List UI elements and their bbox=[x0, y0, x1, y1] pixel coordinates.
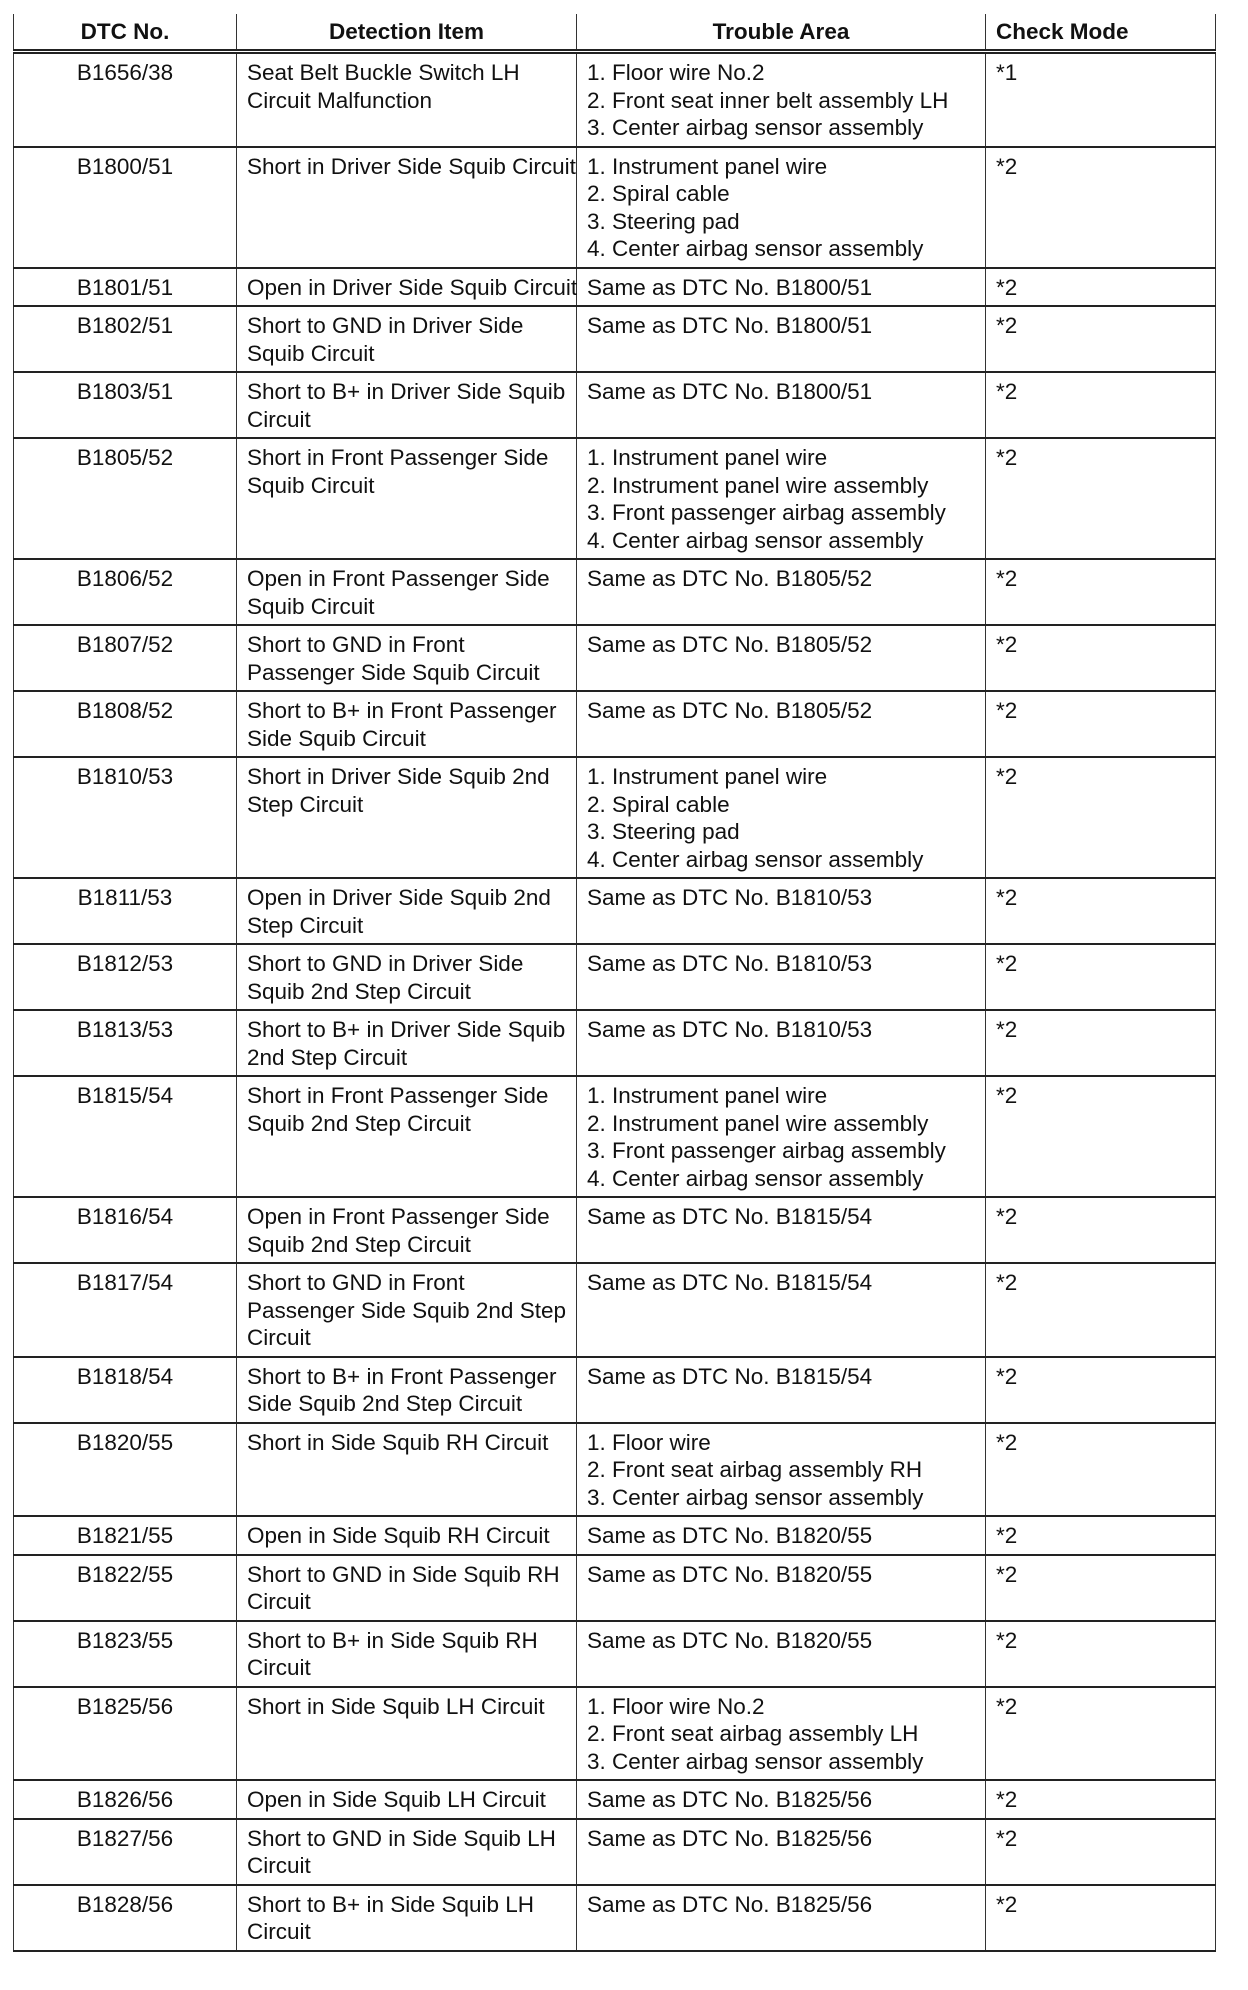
table-row bbox=[14, 1423, 1216, 1517]
trouble-area-line: 4. Center airbag sensor assembly bbox=[587, 846, 924, 872]
trouble-area-cell bbox=[577, 1780, 986, 1819]
detection-item-line: Open in Front Passenger Side bbox=[247, 1204, 550, 1229]
trouble-area-cell bbox=[577, 438, 986, 559]
detection-item-line: Short in Front Passenger Side bbox=[247, 1083, 549, 1108]
detection-item-cell bbox=[237, 625, 577, 691]
trouble-area-line: 1. Floor wire No.2 bbox=[587, 60, 765, 85]
dtc-number-cell: B1801/51 bbox=[14, 268, 237, 307]
check-mode-cell: *2 bbox=[986, 147, 1216, 268]
table-row bbox=[14, 52, 1216, 147]
trouble-area-line: Same as DTC No. B1810/53 bbox=[587, 885, 873, 910]
detection-item-line: Open in Front Passenger Side bbox=[247, 566, 550, 591]
trouble-area-cell bbox=[577, 944, 986, 1010]
dtc-number-cell: B1811/53 bbox=[14, 878, 237, 944]
trouble-area-line: Same as DTC No. B1805/52 bbox=[587, 566, 873, 591]
table-row bbox=[14, 1010, 1216, 1076]
detection-item-cell bbox=[237, 1555, 577, 1621]
trouble-area-cell bbox=[577, 625, 986, 691]
header-check-mode: Check Mode bbox=[986, 14, 1216, 52]
dtc-number-cell: B1802/51 bbox=[14, 306, 237, 372]
detection-item-cell bbox=[237, 1076, 577, 1197]
detection-item-line: Short to GND in Driver Side bbox=[247, 951, 524, 976]
header-trouble-area: Trouble Area bbox=[577, 14, 986, 52]
detection-item-line: Short to GND in Side Squib LH bbox=[247, 1825, 556, 1851]
detection-item-line: Short to GND in Side Squib RH bbox=[247, 1561, 560, 1587]
trouble-area-line: 2. Front seat inner belt assembly LH bbox=[587, 87, 949, 113]
detection-item-line: Short to B+ in Driver Side Squib bbox=[247, 1017, 566, 1042]
detection-item-cell bbox=[237, 1423, 577, 1517]
dtc-number-cell: B1816/54 bbox=[14, 1197, 237, 1263]
check-mode-cell: *2 bbox=[986, 1780, 1216, 1819]
detection-item-line: Short to B+ in Side Squib RH bbox=[247, 1627, 538, 1653]
trouble-area-line: Same as DTC No. B1800/51 bbox=[587, 379, 873, 404]
detection-item-line: 2nd Step Circuit bbox=[247, 1044, 408, 1070]
trouble-area-line: Same as DTC No. B1810/53 bbox=[587, 1017, 873, 1042]
dtc-number-cell: B1656/38 bbox=[14, 52, 237, 147]
detection-item-cell bbox=[237, 1885, 577, 1951]
dtc-number-cell: B1817/54 bbox=[14, 1263, 237, 1357]
trouble-area-line: 1. Instrument panel wire bbox=[587, 764, 828, 789]
check-mode-cell: *2 bbox=[986, 625, 1216, 691]
detection-item-cell bbox=[237, 1780, 577, 1819]
table-row bbox=[14, 306, 1216, 372]
detection-item-line: Short to B+ in Front Passenger bbox=[247, 1363, 557, 1389]
detection-item-line: Short in Side Squib LH Circuit bbox=[247, 1693, 545, 1719]
table-row bbox=[14, 147, 1216, 268]
detection-item-cell bbox=[237, 691, 577, 757]
table-row bbox=[14, 944, 1216, 1010]
check-mode-cell: *2 bbox=[986, 1010, 1216, 1076]
detection-item-cell bbox=[237, 1197, 577, 1263]
detection-item-line: Passenger Side Squib Circuit bbox=[247, 659, 540, 685]
dtc-number-cell: B1826/56 bbox=[14, 1780, 237, 1819]
trouble-area-cell bbox=[577, 1516, 986, 1555]
trouble-area-cell bbox=[577, 52, 986, 147]
detection-item-cell bbox=[237, 1263, 577, 1357]
detection-item-line: Seat Belt Buckle Switch LH bbox=[247, 60, 520, 85]
trouble-area-cell bbox=[577, 757, 986, 878]
table-row bbox=[14, 1197, 1216, 1263]
trouble-area-cell bbox=[577, 268, 986, 307]
table-row bbox=[14, 625, 1216, 691]
trouble-area-line: 2. Instrument panel wire assembly bbox=[587, 472, 929, 498]
trouble-area-line: 4. Center airbag sensor assembly bbox=[587, 236, 924, 261]
table-row bbox=[14, 1621, 1216, 1687]
check-mode-cell: *2 bbox=[986, 1885, 1216, 1951]
trouble-area-line: 3. Front passenger airbag assembly bbox=[587, 1138, 946, 1163]
trouble-area-line: Same as DTC No. B1805/52 bbox=[587, 632, 873, 657]
table-row bbox=[14, 878, 1216, 944]
detection-item-cell bbox=[237, 944, 577, 1010]
dtc-number-cell: B1807/52 bbox=[14, 625, 237, 691]
trouble-area-cell bbox=[577, 1819, 986, 1885]
trouble-area-line: Same as DTC No. B1800/51 bbox=[587, 274, 873, 300]
detection-item-cell bbox=[237, 878, 577, 944]
check-mode-cell: *2 bbox=[986, 944, 1216, 1010]
detection-item-line: Circuit bbox=[247, 1589, 311, 1614]
detection-item-line: Short in Driver Side Squib 2nd bbox=[247, 764, 550, 789]
trouble-area-line: 3. Center airbag sensor assembly bbox=[587, 1484, 924, 1510]
check-mode-cell: *2 bbox=[986, 757, 1216, 878]
trouble-area-line: 2. Spiral cable bbox=[587, 791, 730, 817]
trouble-area-cell bbox=[577, 1263, 986, 1357]
dtc-number-cell: B1821/55 bbox=[14, 1516, 237, 1555]
trouble-area-line: Same as DTC No. B1805/52 bbox=[587, 698, 873, 723]
table-row bbox=[14, 1263, 1216, 1357]
header-detection-item: Detection Item bbox=[237, 14, 577, 52]
trouble-area-cell bbox=[577, 691, 986, 757]
table-row bbox=[14, 559, 1216, 625]
detection-item-cell bbox=[237, 1010, 577, 1076]
detection-item-line: Circuit bbox=[247, 1919, 311, 1944]
detection-item-line: Side Squib Circuit bbox=[247, 725, 426, 751]
detection-item-line: Circuit bbox=[247, 406, 311, 432]
detection-item-line: Short to GND in Front bbox=[247, 1270, 465, 1295]
trouble-area-cell bbox=[577, 1885, 986, 1951]
trouble-area-line: 2. Front seat airbag assembly RH bbox=[587, 1457, 923, 1482]
detection-item-line: Short to GND in Front bbox=[247, 632, 465, 657]
trouble-area-line: 1. Instrument panel wire bbox=[587, 1083, 828, 1108]
detection-item-line: Squib Circuit bbox=[247, 340, 375, 366]
trouble-area-cell bbox=[577, 559, 986, 625]
detection-item-line: Circuit bbox=[247, 1853, 311, 1878]
check-mode-cell: *2 bbox=[986, 1687, 1216, 1781]
trouble-area-cell bbox=[577, 1010, 986, 1076]
dtc-number-cell: B1820/55 bbox=[14, 1423, 237, 1517]
trouble-area-cell bbox=[577, 147, 986, 268]
trouble-area-line: 2. Spiral cable bbox=[587, 181, 730, 206]
detection-item-line: Open in Side Squib RH Circuit bbox=[247, 1523, 550, 1548]
table-row bbox=[14, 372, 1216, 438]
detection-item-cell bbox=[237, 559, 577, 625]
table-row bbox=[14, 438, 1216, 559]
table-row bbox=[14, 1516, 1216, 1555]
detection-item-line: Circuit bbox=[247, 1655, 311, 1680]
detection-item-line: Squib 2nd Step Circuit bbox=[247, 1231, 471, 1257]
table-row bbox=[14, 1819, 1216, 1885]
check-mode-cell: *2 bbox=[986, 438, 1216, 559]
detection-item-line: Step Circuit bbox=[247, 791, 364, 817]
detection-item-cell bbox=[237, 757, 577, 878]
trouble-area-line: Same as DTC No. B1825/56 bbox=[587, 1891, 873, 1917]
detection-item-cell bbox=[237, 268, 577, 307]
trouble-area-line: Same as DTC No. B1825/56 bbox=[587, 1787, 873, 1812]
dtc-number-cell: B1818/54 bbox=[14, 1357, 237, 1423]
check-mode-cell: *1 bbox=[986, 52, 1216, 147]
check-mode-cell: *2 bbox=[986, 372, 1216, 438]
detection-item-cell bbox=[237, 147, 577, 268]
detection-item-line: Step Circuit bbox=[247, 912, 364, 938]
trouble-area-line: 3. Steering pad bbox=[587, 208, 740, 234]
detection-item-line: Short to B+ in Front Passenger bbox=[247, 698, 557, 723]
check-mode-cell: *2 bbox=[986, 559, 1216, 625]
detection-item-line: Passenger Side Squib 2nd Step bbox=[247, 1297, 566, 1323]
dtc-number-cell: B1822/55 bbox=[14, 1555, 237, 1621]
detection-item-line: Short in Driver Side Squib Circuit bbox=[247, 153, 576, 179]
detection-item-line: Squib Circuit bbox=[247, 593, 375, 619]
trouble-area-line: 2. Front seat airbag assembly LH bbox=[587, 1721, 919, 1746]
trouble-area-cell bbox=[577, 1357, 986, 1423]
detection-item-cell bbox=[237, 52, 577, 147]
check-mode-cell: *2 bbox=[986, 306, 1216, 372]
check-mode-cell: *2 bbox=[986, 1076, 1216, 1197]
detection-item-line: Squib 2nd Step Circuit bbox=[247, 1110, 471, 1136]
trouble-area-line: Same as DTC No. B1815/54 bbox=[587, 1204, 873, 1229]
trouble-area-line: Same as DTC No. B1820/55 bbox=[587, 1523, 873, 1548]
detection-item-line: Open in Driver Side Squib Circuit bbox=[247, 274, 578, 300]
trouble-area-line: 1. Floor wire bbox=[587, 1429, 711, 1455]
detection-item-line: Circuit bbox=[247, 1325, 311, 1350]
detection-item-line: Short in Side Squib RH Circuit bbox=[247, 1429, 549, 1455]
dtc-number-cell: B1813/53 bbox=[14, 1010, 237, 1076]
table-row bbox=[14, 1357, 1216, 1423]
table-row bbox=[14, 1885, 1216, 1951]
check-mode-cell: *2 bbox=[986, 691, 1216, 757]
check-mode-cell: *2 bbox=[986, 1263, 1216, 1357]
check-mode-cell: *2 bbox=[986, 1555, 1216, 1621]
detection-item-cell bbox=[237, 1357, 577, 1423]
table-row bbox=[14, 268, 1216, 307]
trouble-area-line: 4. Center airbag sensor assembly bbox=[587, 1165, 924, 1191]
table-row bbox=[14, 1555, 1216, 1621]
trouble-area-line: 1. Floor wire No.2 bbox=[587, 1693, 765, 1719]
dtc-number-cell: B1810/53 bbox=[14, 757, 237, 878]
table-row bbox=[14, 757, 1216, 878]
dtc-number-cell: B1805/52 bbox=[14, 438, 237, 559]
detection-item-cell bbox=[237, 1687, 577, 1781]
check-mode-cell: *2 bbox=[986, 1819, 1216, 1885]
detection-item-line: Open in Driver Side Squib 2nd bbox=[247, 885, 551, 910]
detection-item-line: Short to B+ in Side Squib LH bbox=[247, 1891, 535, 1917]
trouble-area-line: Same as DTC No. B1820/55 bbox=[587, 1627, 873, 1653]
dtc-number-cell: B1828/56 bbox=[14, 1885, 237, 1951]
check-mode-cell: *2 bbox=[986, 1621, 1216, 1687]
trouble-area-line: Same as DTC No. B1825/56 bbox=[587, 1825, 873, 1851]
table-body bbox=[14, 52, 1216, 1951]
trouble-area-line: 3. Center airbag sensor assembly bbox=[587, 1748, 924, 1774]
trouble-area-cell bbox=[577, 306, 986, 372]
detection-item-line: Squib Circuit bbox=[247, 472, 375, 498]
detection-item-line: Side Squib 2nd Step Circuit bbox=[247, 1391, 523, 1416]
check-mode-cell: *2 bbox=[986, 878, 1216, 944]
dtc-number-cell: B1800/51 bbox=[14, 147, 237, 268]
dtc-number-cell: B1815/54 bbox=[14, 1076, 237, 1197]
trouble-area-cell bbox=[577, 878, 986, 944]
trouble-area-cell bbox=[577, 1687, 986, 1781]
trouble-area-cell bbox=[577, 1423, 986, 1517]
trouble-area-line: 3. Steering pad bbox=[587, 819, 740, 844]
check-mode-cell: *2 bbox=[986, 1197, 1216, 1263]
trouble-area-cell bbox=[577, 1621, 986, 1687]
trouble-area-line: Same as DTC No. B1820/55 bbox=[587, 1561, 873, 1587]
trouble-area-cell bbox=[577, 372, 986, 438]
trouble-area-line: 1. Instrument panel wire bbox=[587, 153, 828, 179]
dtc-number-cell: B1823/55 bbox=[14, 1621, 237, 1687]
detection-item-cell bbox=[237, 1621, 577, 1687]
trouble-area-cell bbox=[577, 1555, 986, 1621]
dtc-number-cell: B1803/51 bbox=[14, 372, 237, 438]
table-row bbox=[14, 1076, 1216, 1197]
dtc-number-cell: B1827/56 bbox=[14, 1819, 237, 1885]
detection-item-line: Short to B+ in Driver Side Squib bbox=[247, 379, 566, 404]
trouble-area-cell bbox=[577, 1076, 986, 1197]
check-mode-cell: *2 bbox=[986, 1357, 1216, 1423]
detection-item-line: Open in Side Squib LH Circuit bbox=[247, 1787, 546, 1812]
check-mode-cell: *2 bbox=[986, 268, 1216, 307]
trouble-area-line: 1. Instrument panel wire bbox=[587, 445, 828, 470]
detection-item-cell bbox=[237, 372, 577, 438]
trouble-area-line: Same as DTC No. B1800/51 bbox=[587, 313, 873, 338]
detection-item-line: Squib 2nd Step Circuit bbox=[247, 978, 471, 1004]
detection-item-cell bbox=[237, 1516, 577, 1555]
trouble-area-line: 2. Instrument panel wire assembly bbox=[587, 1110, 929, 1136]
trouble-area-line: Same as DTC No. B1815/54 bbox=[587, 1270, 873, 1295]
detection-item-cell bbox=[237, 306, 577, 372]
detection-item-cell bbox=[237, 1819, 577, 1885]
table-row bbox=[14, 1780, 1216, 1819]
detection-item-cell bbox=[237, 438, 577, 559]
check-mode-cell: *2 bbox=[986, 1423, 1216, 1517]
detection-item-line: Short to GND in Driver Side bbox=[247, 313, 524, 338]
table-row bbox=[14, 691, 1216, 757]
dtc-number-cell: B1806/52 bbox=[14, 559, 237, 625]
detection-item-line: Short in Front Passenger Side bbox=[247, 445, 549, 470]
dtc-number-cell: B1808/52 bbox=[14, 691, 237, 757]
dtc-number-cell: B1825/56 bbox=[14, 1687, 237, 1781]
trouble-area-line: 4. Center airbag sensor assembly bbox=[587, 527, 924, 553]
trouble-area-line: Same as DTC No. B1815/54 bbox=[587, 1363, 873, 1389]
header-dtc-no: DTC No. bbox=[14, 14, 237, 52]
table-row bbox=[14, 1687, 1216, 1781]
detection-item-line: Circuit Malfunction bbox=[247, 87, 433, 113]
dtc-table bbox=[13, 14, 1216, 1952]
dtc-number-cell: B1812/53 bbox=[14, 944, 237, 1010]
table-header-row bbox=[14, 14, 1216, 52]
trouble-area-cell bbox=[577, 1197, 986, 1263]
trouble-area-line: 3. Front passenger airbag assembly bbox=[587, 500, 946, 525]
check-mode-cell: *2 bbox=[986, 1516, 1216, 1555]
trouble-area-line: 3. Center airbag sensor assembly bbox=[587, 115, 924, 140]
trouble-area-line: Same as DTC No. B1810/53 bbox=[587, 951, 873, 976]
